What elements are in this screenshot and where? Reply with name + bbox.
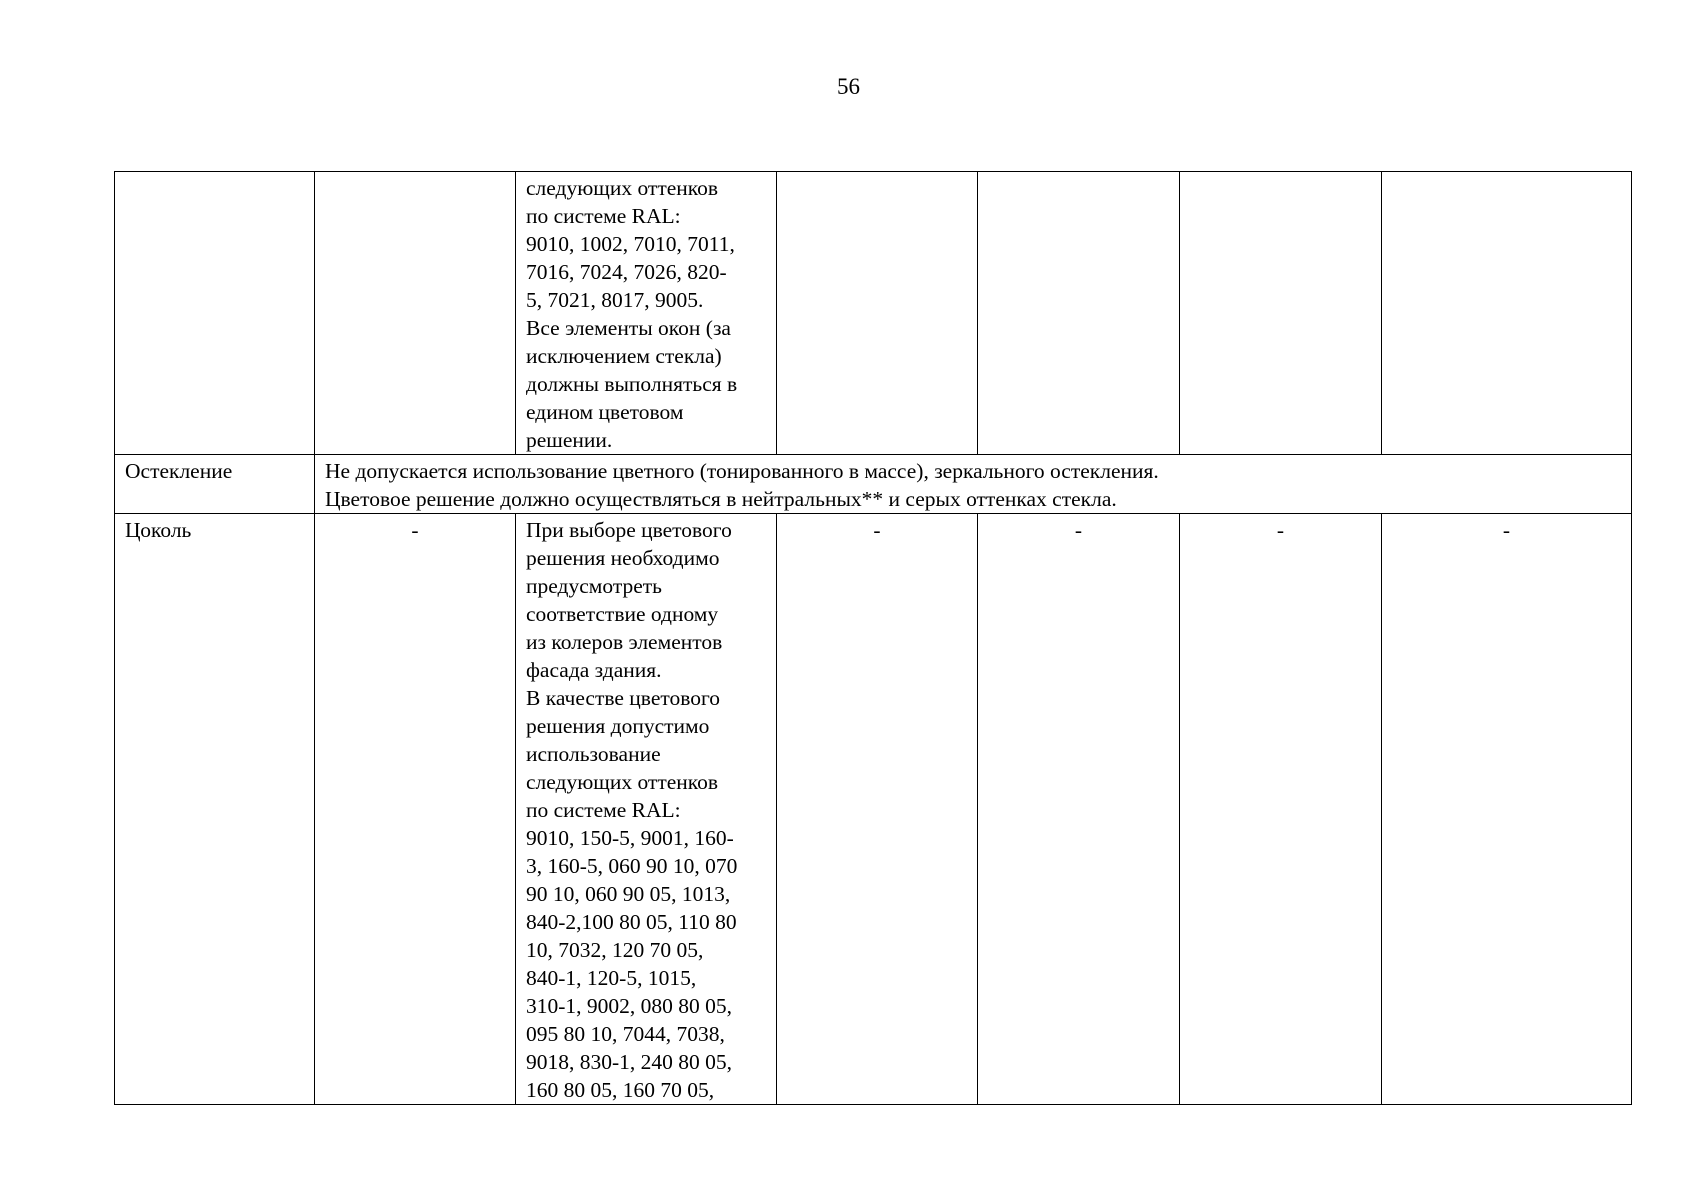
empty-cell xyxy=(978,172,1180,455)
dash-cell: - xyxy=(1180,514,1382,1105)
dash-cell: - xyxy=(315,514,516,1105)
row-label-cell: Цоколь xyxy=(115,514,315,1105)
page-number: 56 xyxy=(837,74,860,99)
empty-cell xyxy=(1180,172,1382,455)
requirements-cell xyxy=(516,514,777,1105)
requirements-text: При выборе цветового решения необходимо предусмотреть соответствие одному из колеров элементов фасада здания. В качестве цветового решения допустимо использование следующих оттенков по системе RAL: 9010, 150-5, 9001, 160- 3, 160-5, 060 90 10, 070 90 10, 060 90 05, 1013, 840-2,100 80 05, 110 80 10, 7032, 120 70 05, 840-1, 120-5, 1015, 310-1, 9002, 080 80 05, 095 80 10, 7044, 7038, 9018, 830-1, 240 80 05, 160 80 05, 160 70 05, xyxy=(526,518,738,1102)
dash-cell: - xyxy=(978,514,1180,1105)
color-scheme-table xyxy=(114,171,1632,1105)
requirements-text: следующих оттенков по системе RAL: 9010, 1002, 7010, 7011, 7016, 7024, 7026, 820- 5, 7021, 8017, 9005. Все элементы окон (за исключением стекла) должны выполняться в едином цветовом решении. xyxy=(526,176,738,452)
empty-cell xyxy=(315,172,516,455)
dash-cell: - xyxy=(777,514,978,1105)
row-label-cell xyxy=(115,172,315,455)
empty-cell xyxy=(777,172,978,455)
table-row xyxy=(115,455,1632,514)
empty-cell xyxy=(1382,172,1632,455)
requirements-cell xyxy=(516,172,777,455)
table-row xyxy=(115,514,1632,1105)
glazing-requirements-cell: Не допускается использование цветного (тонированного в массе), зеркального остекления. Цветовое решение должно осуществляться в нейтральных** и серых оттенках стекла. xyxy=(315,455,1632,514)
table-row xyxy=(115,172,1632,455)
dash-cell: - xyxy=(1382,514,1632,1105)
row-label-cell: Остекление xyxy=(115,455,315,514)
